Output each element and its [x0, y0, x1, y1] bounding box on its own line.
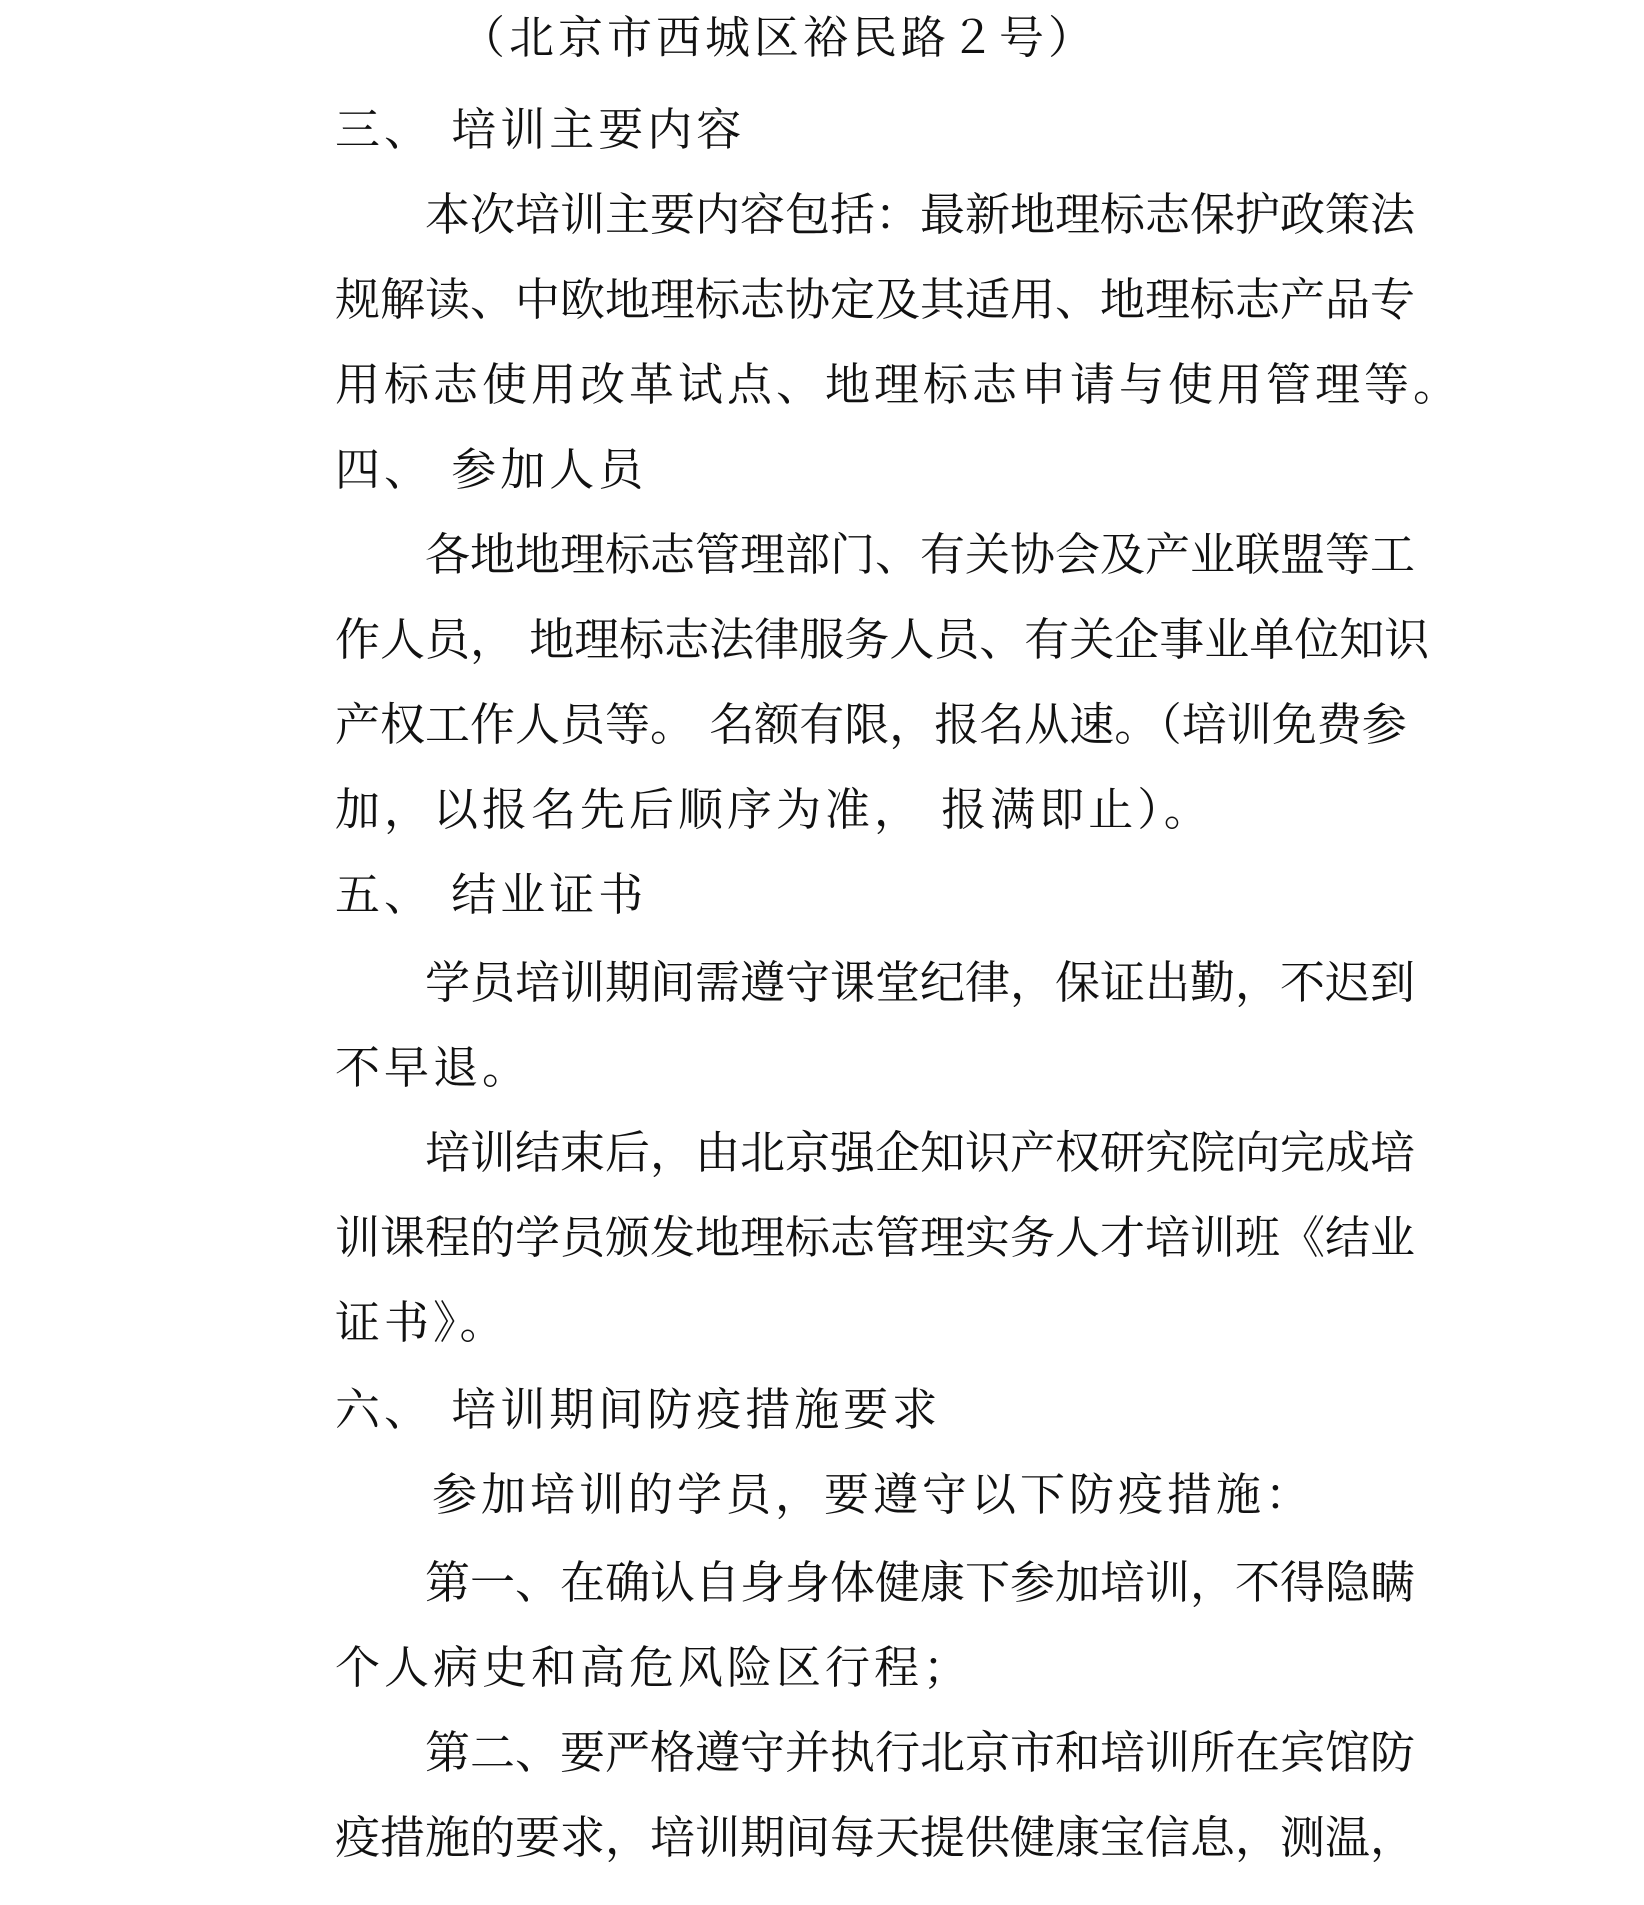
section-5-line-4: 训课程的学员颁发地理标志管理实务人才培训班《结业: [335, 1211, 1416, 1264]
section-4-heading: 四、 参加人员: [335, 443, 648, 496]
section-3-line-3: 用标志使用改革试点、地理标志申请与使用管理等。: [335, 358, 1463, 411]
section-5-line-5: 证书》。: [335, 1296, 509, 1349]
section-6-line-1: 参加培训的学员，要遵守以下防疫措施：: [432, 1468, 1315, 1521]
section-5-line-2: 不早退。: [335, 1041, 532, 1094]
section-4-line-1: 各地地理标志管理部门、有关协会及产业联盟等工: [425, 528, 1416, 581]
section-5-heading: 五、 结业证书: [335, 868, 648, 921]
section-6-heading: 六、 培训期间防疫措施要求: [335, 1383, 942, 1436]
section-5-line-1: 学员培训期间需遵守课堂纪律，保证出勤，不迟到: [425, 956, 1416, 1009]
section-4-line-3: 产权工作人员等。 名额有限，报名从速。（培训免费参: [335, 698, 1407, 751]
section-6-line-5: 疫措施的要求，培训期间每天提供健康宝信息，测温，: [335, 1811, 1416, 1864]
section-3-line-1: 本次培训主要内容包括：最新地理标志保护政策法: [425, 188, 1416, 241]
section-3-heading: 三、 培训主要内容: [335, 103, 746, 156]
section-3-line-2: 规解读、中欧地理标志协定及其适用、地理标志产品专: [335, 273, 1416, 326]
section-4-line-2: 作人员， 地理标志法律服务人员、有关企事业单位知识: [335, 613, 1430, 666]
section-5-line-3: 培训结束后，由北京强企知识产权研究院向完成培: [425, 1126, 1416, 1179]
section-4-line-4: 加，以报名先后顺序为准， 报满即止）。: [335, 783, 1213, 836]
venue-address: （北京市西城区裕民路２号）: [460, 11, 1098, 64]
section-6-line-2: 第一、在确认自身身体健康下参加培训，不得隐瞒: [425, 1556, 1416, 1609]
section-6-line-4: 第二、要严格遵守并执行北京市和培训所在宾馆防: [425, 1726, 1416, 1779]
section-6-line-3: 个人病史和高危风险区行程；: [335, 1641, 973, 1694]
